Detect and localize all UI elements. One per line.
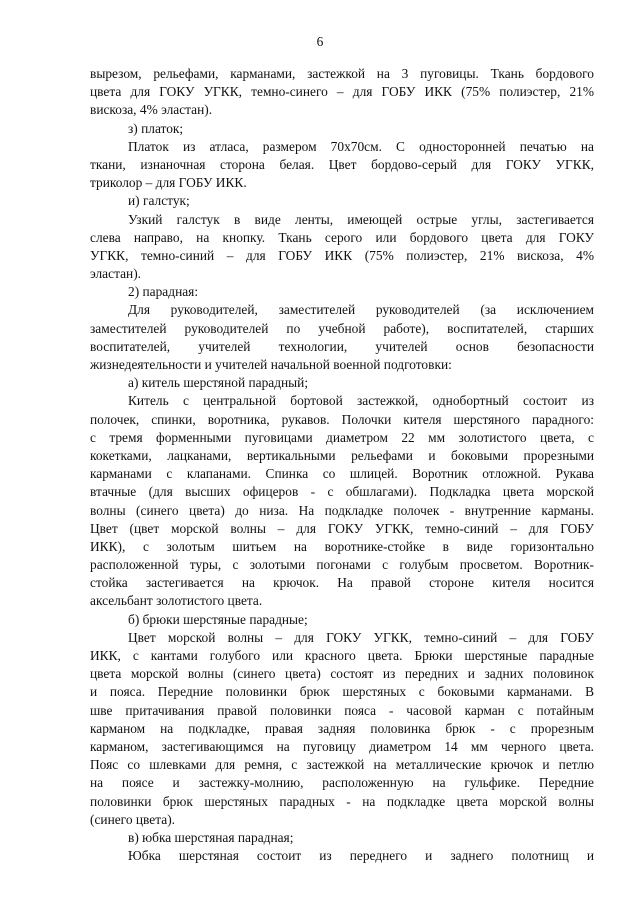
text-line: карманом, застегивающимся на пуговицу диаметром 14 мм черного цвета. bbox=[90, 738, 594, 754]
text-line: на поясе и застежку-молнию, расположенную на гульфике. Передние bbox=[90, 775, 594, 791]
text-line: а) китель шерстяной парадный; bbox=[128, 375, 309, 391]
text-line: Для руководителей, заместителей руководителей (за исключением bbox=[128, 302, 594, 318]
text-line: Китель с центральной бортовой застежкой, однобортный состоит из bbox=[128, 393, 594, 409]
text-line: и) галстук; bbox=[128, 193, 190, 209]
text-line: волны (синего цвета) до низа. На подкладке полочек - внутренние карманы. bbox=[90, 502, 594, 518]
text-line: з) платок; bbox=[128, 120, 184, 136]
text-line: кокетками, лацканами, вертикальными рельефами и боковыми прорезными bbox=[90, 447, 594, 463]
text-line: 2) парадная: bbox=[128, 284, 199, 300]
text-line: эластан). bbox=[90, 266, 142, 282]
text-line: стойка застегивается на крючок. На правой стороне кителя носится bbox=[90, 575, 594, 591]
text-line: в) юбка шерстяная парадная; bbox=[128, 829, 294, 845]
text-line: б) брюки шерстяные парадные; bbox=[128, 611, 308, 627]
text-line: Узкий галстук в виде ленты, имеющей острые углы, застегивается bbox=[128, 211, 594, 227]
text-line: вискоза, 4% эластан). bbox=[90, 102, 213, 118]
text-line: слева направо, на кнопку. Ткань серого или бордового цвета для ГОКУ bbox=[90, 229, 594, 245]
text-line: полочек, спинки, воротника, рукавов. Полочки кителя шерстяного парадного: bbox=[90, 411, 594, 427]
text-line: УГКК, темно-синий – для ГОБУ ИКК (75% полиэстер, 21% вискоза, 4% bbox=[90, 247, 594, 263]
text-line: расположенной туры, с золотыми погонами с голубым просветом. Воротник- bbox=[90, 557, 594, 573]
text-line: втачные (для высших офицеров - с обшлагами). Подкладка цвета морской bbox=[90, 484, 594, 500]
text-line: цвета для ГОКУ УГКК, темно-синего – для ГОБУ ИКК (75% полиэстер, 21% bbox=[90, 84, 594, 100]
text-line: ткани, изнаночная сторона белая. Цвет бордово-серый для ГОКУ УГКК, bbox=[90, 156, 594, 172]
text-line: шве притачивания правой половинки пояса - часовой карман с потайным bbox=[90, 702, 594, 718]
text-line: цвета морской волны (синего цвета) состоят из передних и задних половинок bbox=[90, 666, 594, 682]
text-line: жизнедеятельности и учителей начальной военной подготовки: bbox=[90, 357, 452, 372]
text-line: Юбка шерстяная состоит из переднего и заднего полотнищ и bbox=[128, 848, 594, 864]
text-line: заместителей руководителей по учебной работе), воспитателей, старших bbox=[90, 320, 594, 336]
page-number: 6 bbox=[316, 34, 324, 49]
text-line: ИКК), с золотым шитьем на воротнике-стойке в виде горизонтально bbox=[90, 538, 594, 554]
text-line: карманами с клапанами. Спинка со шлицей. Воротник отложной. Рукава bbox=[90, 466, 594, 482]
text-line: (синего цвета). bbox=[90, 811, 175, 827]
text-line: триколор – для ГОБУ ИКК. bbox=[90, 175, 247, 191]
text-line: аксельбант золотистого цвета. bbox=[90, 593, 263, 609]
text-line: ИКК, с кантами голубого или красного цвета. Брюки шерстяные парадные bbox=[90, 648, 594, 663]
text-line: карманом на подкладке, правая задняя половинка брюк - с прорезным bbox=[90, 720, 594, 736]
document-body bbox=[90, 65, 594, 865]
text-line: Цвет морской волны – для ГОКУ УГКК, темно-синий – для ГОБУ bbox=[128, 629, 594, 645]
text-line: с тремя форменными пуговицами диаметром 22 мм золотистого цвета, с bbox=[90, 429, 594, 445]
text-line: Платок из атласа, размером 70х70см. С односторонней печатью на bbox=[128, 138, 594, 154]
text-line: Пояс со шлевками для ремня, с застежкой на металлические крючок и петлю bbox=[90, 757, 594, 773]
text-line: Цвет (цвет морской волны – для ГОКУ УГКК, темно-синий – для ГОБУ bbox=[90, 520, 594, 536]
text-line: и пояса. Передние половинки брюк шерстяных с боковыми карманами. В bbox=[90, 684, 594, 700]
text-line: воспитателей, учителей технологии, учителей основ безопасности bbox=[90, 338, 594, 354]
text-line: половинки брюк шерстяных парадных - на подкладке цвета морской волны bbox=[90, 793, 594, 809]
text-line: вырезом, рельефами, карманами, застежкой на 3 пуговицы. Ткань бордового bbox=[90, 66, 594, 81]
